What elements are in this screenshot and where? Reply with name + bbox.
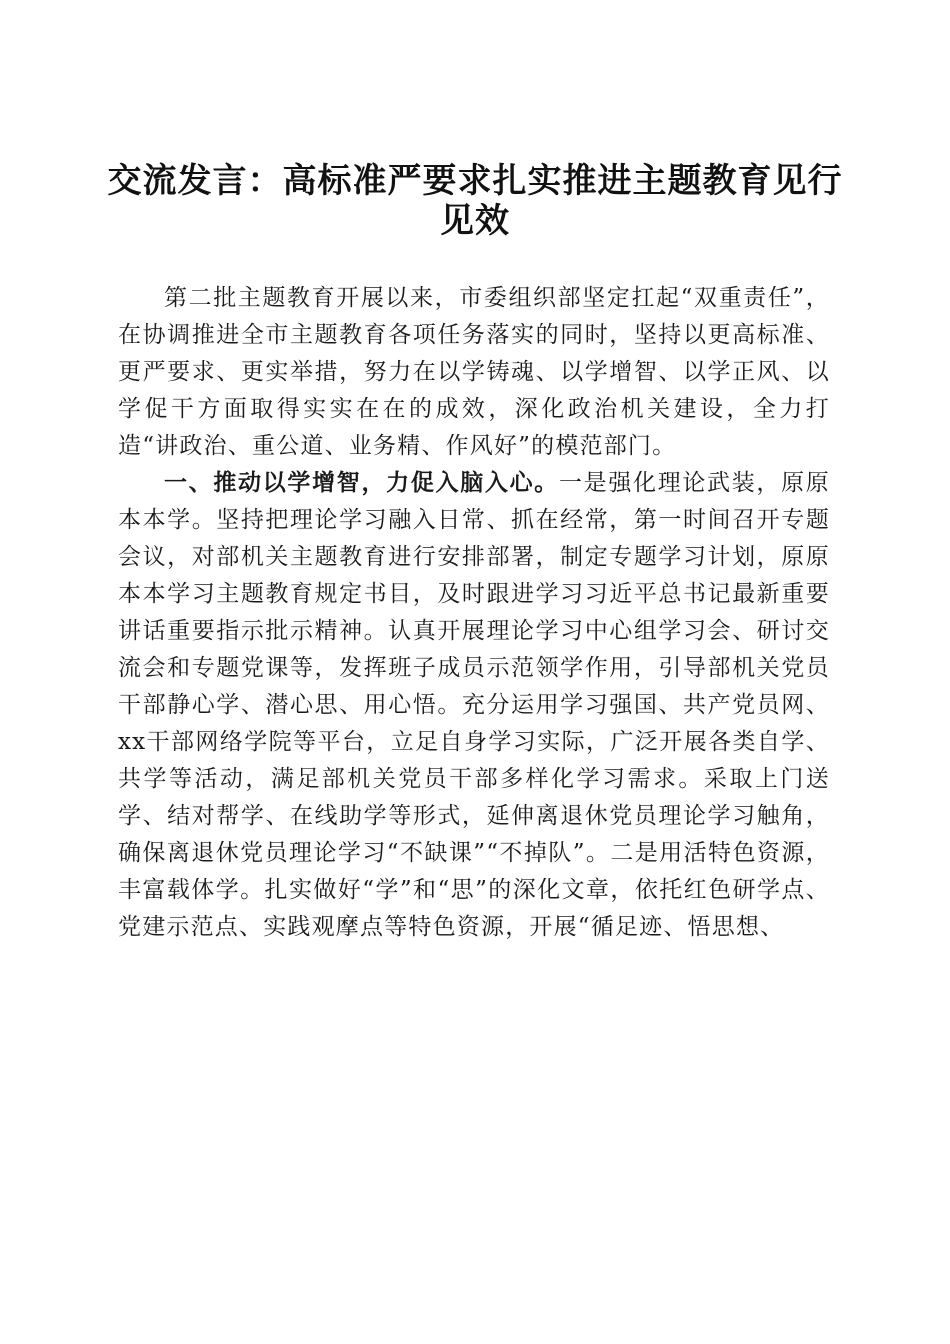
document-title: 交流发言：高标准严要求扎实推进主题教育见行见效: [107, 160, 843, 241]
intro-paragraph-text: 第二批主题教育开展以来，市委组织部坚定扛起“双重责任”，在协调推进全市主题教育各项任务落实的同时，坚持以更高标准、更严要求、更实举措，努力在以学铸魂、以学增智、以学正风、以学促干方面取得实实在在的成效，深化政治机关建设，全力打造“讲政治、重公道、业务精、作风好”的模范部门。: [118, 285, 830, 459]
intro-paragraph: [118, 280, 830, 465]
document-body: [118, 280, 830, 946]
section-one-text: 一是强化理论武装，原原本本学。坚持把理论学习融入日常、抓在经常，第一时间召开专题会议，对部机关主题教育进行安排部署，制定专题学习计划，原原本本学习主题教育规定书目，及时跟进学习习近平总书记最新重要讲话重要指示批示精神。认真开展理论学习中心组学习会、研讨交流会和专题党课等，发挥班子成员示范领学作用，引导部机关党员干部静心学、潜心思、用心悟。充分运用学习强国、共产党员网、xx干部网络学院等平台，立足自身学习实际，广泛开展各类自学、共学等活动，满足部机关党员干部多样化学习需求。采取上门送学、结对帮学、在线助学等形式，延伸离退休党员理论学习触角，确保离退休党员理论学习“不缺课”“不掉队”。二是用活特色资源，丰富载体学。扎实做好“学”和“思”的深化文章，依托红色研学点、党建示范点、实践观摩点等特色资源，开展“循足迹、悟思想、: [118, 470, 830, 940]
section-one-paragraph: [118, 465, 830, 946]
section-one-heading: 一、推动以学增智，力促入脑入心。: [164, 470, 559, 496]
